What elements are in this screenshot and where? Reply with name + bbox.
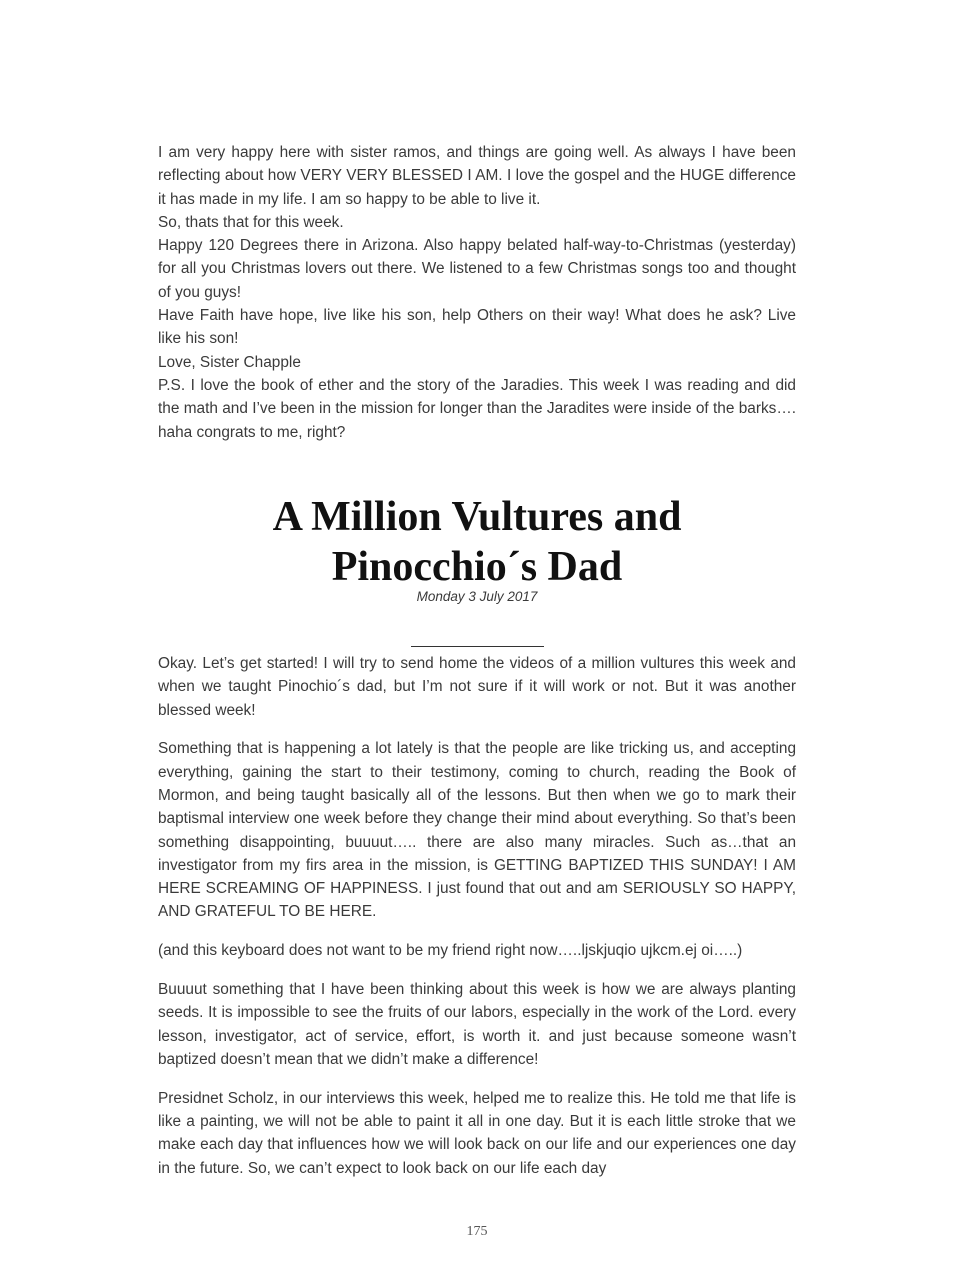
intro-paragraph: Happy 120 Degrees there in Arizona. Also happy belated half-way-to-Christmas (yesterday) for all you Christmas lovers out there. We listened to a few Christmas songs too and thought of you guys! xyxy=(158,237,796,301)
chapter-title-line-2: Pinocchio´s Dad xyxy=(331,544,623,590)
chapter-body xyxy=(158,652,796,1195)
body-paragraph: Something that is happening a lot lately is that the people are like tricking us, and accepting everything, gaining the start to their testimony, coming to church, reading the Book of Mormon, and being taught basically all of the lessons. But then when we go to mark their baptismal interview one week before they change their mind about everything. So that’s been something disappointing, buuuut….. there are also many miracles. Such as…that an investigator from my firs area in the mission, is GETTING BAPTIZED THIS SUNDAY! I AM HERE SCREAMING OF HAPPINESS. I just found that out and am SERIOUSLY SO HAPPY, AND GRATEFUL TO BE HERE. xyxy=(158,740,796,921)
body-paragraph: Presidnet Scholz, in our interviews this week, helped me to realize this. He told me that life is like a painting, we will not be able to paint it all in one day. But it is each little stroke that we make each day that influences how we will look back on our life and our experiences one day in the future. So, we can’t expect to look back on our life each day xyxy=(158,1089,796,1177)
intro-postscript: P.S. I love the book of ether and the story of the Jaradies. This week I was reading and did the math and I’ve been in the mission for longer than the Jaradites were inside of the barks…. haha congrats to me, right? xyxy=(158,376,796,441)
intro-text xyxy=(158,141,796,444)
chapter-title xyxy=(0,492,954,592)
intro-paragraph: I am very happy here with sister ramos, and things are going well. As always I have been reflecting about how VERY VERY BLESSED I AM. I love the gospel and the HUGE difference it has made in my life. I am so happy to be able to live it. xyxy=(158,144,796,208)
intro-signature: Love, Sister Chapple xyxy=(158,353,301,371)
body-paragraph: Buuuut something that I have been thinking about this week is how we are always planting seeds. It is impossible to see the fruits of our labors, especially in the work of the Lord. every lesson, investigator, act of service, effort, is worth it. and just because someone wasn’t baptized doesn’t mean that we didn’t make a difference! xyxy=(158,981,796,1068)
section-divider xyxy=(411,646,544,647)
page-number: 175 xyxy=(466,1224,488,1239)
body-paragraph: (and this keyboard does not want to be my friend right now…..ljskjuqio ujkcm.ej oi…..) xyxy=(158,942,743,960)
intro-paragraph: Have Faith have hope, live like his son, help Others on their way! What does he ask? Live like his son! xyxy=(158,307,796,348)
chapter-date: Monday 3 July 2017 xyxy=(416,589,538,604)
intro-paragraph: So, thats that for this week. xyxy=(158,213,344,231)
chapter-title-line-1: A Million Vultures and xyxy=(272,494,682,540)
body-paragraph: Okay. Let’s get started! I will try to send home the videos of a million vultures this week and when we taught Pinochio´s dad, but I’m not sure if it will work or not. But it was another blessed week! xyxy=(158,655,796,719)
